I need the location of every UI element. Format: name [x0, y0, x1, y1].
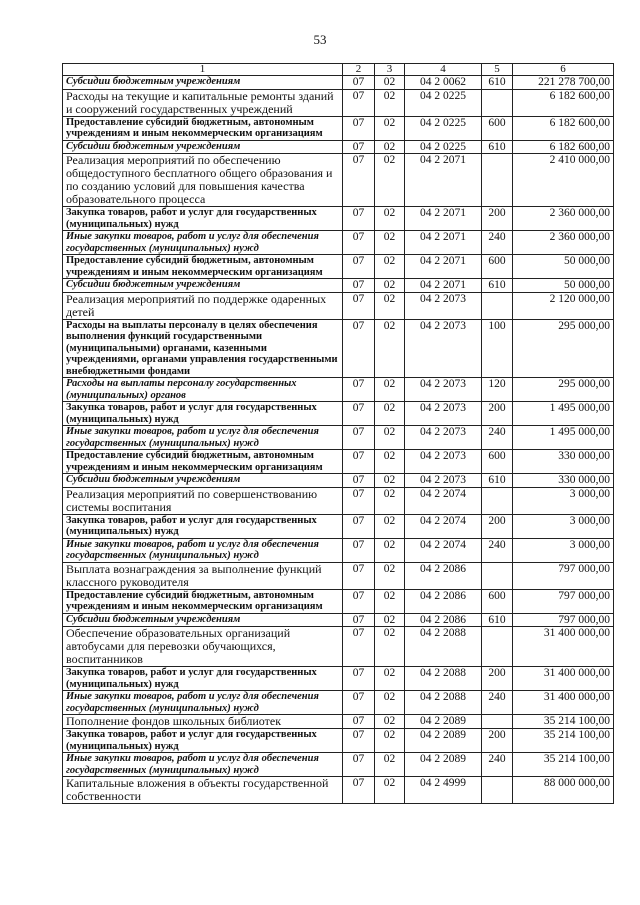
- cell-subsection: 02: [375, 474, 405, 488]
- cell-amount: 2 360 000,00: [513, 231, 614, 255]
- table-row: [63, 319, 614, 378]
- table-row: [63, 729, 614, 753]
- cell-subsection: 02: [375, 538, 405, 562]
- cell-section: 07: [343, 753, 375, 777]
- cell-section: 07: [343, 715, 375, 729]
- cell-name: Реализация мероприятий по обеспечению общедоступного бесплатного общего образования и по созданию условий для повышения качества образовательного процесса: [63, 154, 343, 207]
- table-row: [63, 474, 614, 488]
- cell-amount: 330 000,00: [513, 474, 614, 488]
- table-row: [63, 207, 614, 231]
- cell-section: 07: [343, 116, 375, 140]
- cell-target-article: 04 2 2086: [405, 562, 482, 589]
- cell-subsection: 02: [375, 154, 405, 207]
- cell-expense-type: [482, 627, 513, 667]
- cell-target-article: 04 2 2071: [405, 207, 482, 231]
- cell-subsection: 02: [375, 667, 405, 691]
- cell-name: Расходы на выплаты персоналу в целях обеспечения выполнения функций государственными (муниципальными) органами, казенными учреждениями, органами управления государственными внебюджетными фондами: [63, 319, 343, 378]
- cell-name: Субсидии бюджетным учреждениям: [63, 76, 343, 90]
- table-row: [63, 589, 614, 613]
- header-col-section: 2: [343, 64, 375, 76]
- cell-amount: 35 214 100,00: [513, 753, 614, 777]
- cell-amount: 6 182 600,00: [513, 89, 614, 116]
- table-row: [63, 667, 614, 691]
- cell-expense-type: 200: [482, 207, 513, 231]
- cell-subsection: 02: [375, 729, 405, 753]
- cell-amount: 797 000,00: [513, 562, 614, 589]
- cell-section: 07: [343, 378, 375, 402]
- cell-section: 07: [343, 627, 375, 667]
- table-row: [63, 76, 614, 90]
- cell-section: 07: [343, 538, 375, 562]
- budget-table: [62, 63, 614, 804]
- cell-subsection: 02: [375, 627, 405, 667]
- cell-subsection: 02: [375, 292, 405, 319]
- cell-target-article: 04 2 2088: [405, 667, 482, 691]
- cell-name: Пополнение фондов школьных библиотек: [63, 715, 343, 729]
- cell-subsection: 02: [375, 89, 405, 116]
- cell-name: Иные закупки товаров, работ и услуг для обеспечения государственных (муниципальных) нужд: [63, 231, 343, 255]
- cell-amount: 1 495 000,00: [513, 402, 614, 426]
- cell-amount: 295 000,00: [513, 319, 614, 378]
- cell-subsection: 02: [375, 777, 405, 804]
- cell-name: Расходы на выплаты персоналу государственных (муниципальных) органов: [63, 378, 343, 402]
- cell-target-article: 04 2 2074: [405, 538, 482, 562]
- cell-subsection: 02: [375, 140, 405, 154]
- cell-section: 07: [343, 514, 375, 538]
- cell-target-article: 04 2 2073: [405, 319, 482, 378]
- table-row: [63, 450, 614, 474]
- cell-expense-type: 610: [482, 76, 513, 90]
- cell-subsection: 02: [375, 207, 405, 231]
- table-row: [63, 753, 614, 777]
- cell-amount: 35 214 100,00: [513, 715, 614, 729]
- table-row: [63, 89, 614, 116]
- cell-target-article: 04 2 2089: [405, 715, 482, 729]
- cell-subsection: 02: [375, 231, 405, 255]
- cell-expense-type: [482, 292, 513, 319]
- header-col-target-article: 4: [405, 64, 482, 76]
- table-row: [63, 514, 614, 538]
- cell-amount: 2 120 000,00: [513, 292, 614, 319]
- cell-name: Закупка товаров, работ и услуг для государственных (муниципальных) нужд: [63, 207, 343, 231]
- cell-subsection: 02: [375, 378, 405, 402]
- table-row: [63, 279, 614, 293]
- cell-section: 07: [343, 140, 375, 154]
- cell-expense-type: 200: [482, 514, 513, 538]
- cell-target-article: 04 2 2071: [405, 154, 482, 207]
- table-row: [63, 613, 614, 627]
- table-row: [63, 231, 614, 255]
- cell-name: Закупка товаров, работ и услуг для государственных (муниципальных) нужд: [63, 514, 343, 538]
- cell-section: 07: [343, 450, 375, 474]
- cell-expense-type: [482, 89, 513, 116]
- cell-name: Закупка товаров, работ и услуг для государственных (муниципальных) нужд: [63, 667, 343, 691]
- cell-amount: 31 400 000,00: [513, 691, 614, 715]
- cell-expense-type: [482, 777, 513, 804]
- cell-name: Иные закупки товаров, работ и услуг для обеспечения государственных (муниципальных) нужд: [63, 691, 343, 715]
- header-col-name: 1: [63, 64, 343, 76]
- cell-target-article: 04 2 2073: [405, 402, 482, 426]
- cell-section: 07: [343, 487, 375, 514]
- cell-amount: 3 000,00: [513, 538, 614, 562]
- cell-name: Предоставление субсидий бюджетным, автономным учреждениям и иным некоммерческим организациям: [63, 589, 343, 613]
- header-col-amount: 6: [513, 64, 614, 76]
- cell-target-article: 04 2 2089: [405, 729, 482, 753]
- header-col-expense-type: 5: [482, 64, 513, 76]
- page-number: 53: [313, 32, 327, 47]
- cell-amount: 330 000,00: [513, 450, 614, 474]
- table-row: [63, 292, 614, 319]
- cell-target-article: 04 2 2073: [405, 378, 482, 402]
- cell-subsection: 02: [375, 753, 405, 777]
- cell-target-article: 04 2 0062: [405, 76, 482, 90]
- table-row: [63, 402, 614, 426]
- cell-section: 07: [343, 562, 375, 589]
- cell-subsection: 02: [375, 426, 405, 450]
- cell-amount: 88 000 000,00: [513, 777, 614, 804]
- cell-subsection: 02: [375, 450, 405, 474]
- cell-name: Иные закупки товаров, работ и услуг для обеспечения государственных (муниципальных) нужд: [63, 426, 343, 450]
- cell-target-article: 04 2 2086: [405, 589, 482, 613]
- cell-expense-type: [482, 154, 513, 207]
- cell-amount: 50 000,00: [513, 279, 614, 293]
- cell-name: Иные закупки товаров, работ и услуг для обеспечения государственных (муниципальных) нужд: [63, 538, 343, 562]
- cell-expense-type: 240: [482, 538, 513, 562]
- cell-amount: 2 410 000,00: [513, 154, 614, 207]
- cell-section: 07: [343, 426, 375, 450]
- cell-amount: 31 400 000,00: [513, 627, 614, 667]
- cell-section: 07: [343, 474, 375, 488]
- cell-section: 07: [343, 729, 375, 753]
- cell-subsection: 02: [375, 319, 405, 378]
- cell-name: Субсидии бюджетным учреждениям: [63, 140, 343, 154]
- cell-target-article: 04 2 2071: [405, 231, 482, 255]
- cell-name: Предоставление субсидий бюджетным, автономным учреждениям и иным некоммерческим организациям: [63, 255, 343, 279]
- cell-name: Субсидии бюджетным учреждениям: [63, 279, 343, 293]
- cell-target-article: 04 2 2088: [405, 691, 482, 715]
- table-row: [63, 538, 614, 562]
- cell-name: Субсидии бюджетным учреждениям: [63, 474, 343, 488]
- table-row: [63, 426, 614, 450]
- cell-subsection: 02: [375, 76, 405, 90]
- cell-amount: 2 360 000,00: [513, 207, 614, 231]
- cell-expense-type: [482, 562, 513, 589]
- cell-section: 07: [343, 589, 375, 613]
- cell-amount: 797 000,00: [513, 613, 614, 627]
- cell-target-article: 04 2 2071: [405, 279, 482, 293]
- table-row: [63, 154, 614, 207]
- cell-section: 07: [343, 777, 375, 804]
- cell-subsection: 02: [375, 116, 405, 140]
- cell-target-article: 04 2 2071: [405, 255, 482, 279]
- cell-subsection: 02: [375, 562, 405, 589]
- cell-amount: 295 000,00: [513, 378, 614, 402]
- cell-section: 07: [343, 319, 375, 378]
- cell-expense-type: 240: [482, 426, 513, 450]
- cell-amount: 797 000,00: [513, 589, 614, 613]
- cell-expense-type: 240: [482, 753, 513, 777]
- cell-expense-type: 200: [482, 729, 513, 753]
- cell-subsection: 02: [375, 402, 405, 426]
- cell-section: 07: [343, 89, 375, 116]
- cell-amount: 50 000,00: [513, 255, 614, 279]
- table-row: [63, 487, 614, 514]
- cell-expense-type: 600: [482, 450, 513, 474]
- cell-target-article: 04 2 2073: [405, 450, 482, 474]
- table-row: [63, 777, 614, 804]
- cell-amount: 31 400 000,00: [513, 667, 614, 691]
- cell-section: 07: [343, 76, 375, 90]
- cell-target-article: 04 2 2089: [405, 753, 482, 777]
- cell-section: 07: [343, 402, 375, 426]
- cell-subsection: 02: [375, 589, 405, 613]
- cell-expense-type: 610: [482, 279, 513, 293]
- cell-section: 07: [343, 279, 375, 293]
- cell-name: Субсидии бюджетным учреждениям: [63, 613, 343, 627]
- header-row: [63, 64, 614, 76]
- table-body: [63, 76, 614, 804]
- cell-target-article: 04 2 2073: [405, 426, 482, 450]
- cell-section: 07: [343, 691, 375, 715]
- cell-target-article: 04 2 2073: [405, 292, 482, 319]
- cell-target-article: 04 2 0225: [405, 89, 482, 116]
- cell-name: Обеспечение образовательных организаций автобусами для перевозки обучающихся, воспитанников: [63, 627, 343, 667]
- cell-target-article: 04 2 2074: [405, 514, 482, 538]
- cell-amount: 6 182 600,00: [513, 116, 614, 140]
- cell-target-article: 04 2 0225: [405, 140, 482, 154]
- cell-amount: 3 000,00: [513, 514, 614, 538]
- cell-expense-type: 600: [482, 589, 513, 613]
- cell-name: Иные закупки товаров, работ и услуг для обеспечения государственных (муниципальных) нужд: [63, 753, 343, 777]
- table-row: [63, 691, 614, 715]
- cell-name: Реализация мероприятий по поддержке одаренных детей: [63, 292, 343, 319]
- cell-section: 07: [343, 231, 375, 255]
- cell-expense-type: 240: [482, 231, 513, 255]
- cell-section: 07: [343, 613, 375, 627]
- cell-amount: 221 278 700,00: [513, 76, 614, 90]
- cell-section: 07: [343, 667, 375, 691]
- cell-name: Реализация мероприятий по совершенствованию системы воспитания: [63, 487, 343, 514]
- cell-expense-type: [482, 715, 513, 729]
- cell-amount: 1 495 000,00: [513, 426, 614, 450]
- cell-name: Закупка товаров, работ и услуг для государственных (муниципальных) нужд: [63, 729, 343, 753]
- table-row: [63, 378, 614, 402]
- cell-expense-type: 600: [482, 255, 513, 279]
- cell-expense-type: 610: [482, 474, 513, 488]
- cell-subsection: 02: [375, 514, 405, 538]
- cell-subsection: 02: [375, 715, 405, 729]
- cell-subsection: 02: [375, 279, 405, 293]
- cell-expense-type: 610: [482, 613, 513, 627]
- cell-name: Предоставление субсидий бюджетным, автономным учреждениям и иным некоммерческим организациям: [63, 116, 343, 140]
- cell-expense-type: 240: [482, 691, 513, 715]
- cell-name: Выплата вознаграждения за выполнение функций классного руководителя: [63, 562, 343, 589]
- cell-expense-type: 200: [482, 667, 513, 691]
- table-row: [63, 255, 614, 279]
- cell-section: 07: [343, 154, 375, 207]
- cell-subsection: 02: [375, 613, 405, 627]
- cell-target-article: 04 2 0225: [405, 116, 482, 140]
- table-row: [63, 140, 614, 154]
- cell-name: Закупка товаров, работ и услуг для государственных (муниципальных) нужд: [63, 402, 343, 426]
- cell-subsection: 02: [375, 691, 405, 715]
- cell-expense-type: 120: [482, 378, 513, 402]
- cell-expense-type: 600: [482, 116, 513, 140]
- cell-subsection: 02: [375, 255, 405, 279]
- table-row: [63, 715, 614, 729]
- cell-name: Расходы на текущие и капитальные ремонты зданий и сооружений государственных учреждений: [63, 89, 343, 116]
- cell-amount: 35 214 100,00: [513, 729, 614, 753]
- cell-target-article: 04 2 2074: [405, 487, 482, 514]
- cell-target-article: 04 2 2086: [405, 613, 482, 627]
- cell-expense-type: 100: [482, 319, 513, 378]
- cell-name: Капитальные вложения в объекты государственной собственности: [63, 777, 343, 804]
- header-col-subsection: 3: [375, 64, 405, 76]
- cell-section: 07: [343, 207, 375, 231]
- table-row: [63, 562, 614, 589]
- cell-subsection: 02: [375, 487, 405, 514]
- cell-target-article: 04 2 4999: [405, 777, 482, 804]
- cell-section: 07: [343, 292, 375, 319]
- table-row: [63, 627, 614, 667]
- cell-section: 07: [343, 255, 375, 279]
- cell-name: Предоставление субсидий бюджетным, автономным учреждениям и иным некоммерческим организациям: [63, 450, 343, 474]
- cell-target-article: 04 2 2073: [405, 474, 482, 488]
- cell-expense-type: 610: [482, 140, 513, 154]
- cell-target-article: 04 2 2088: [405, 627, 482, 667]
- cell-amount: 3 000,00: [513, 487, 614, 514]
- cell-amount: 6 182 600,00: [513, 140, 614, 154]
- table-row: [63, 116, 614, 140]
- cell-expense-type: [482, 487, 513, 514]
- cell-expense-type: 200: [482, 402, 513, 426]
